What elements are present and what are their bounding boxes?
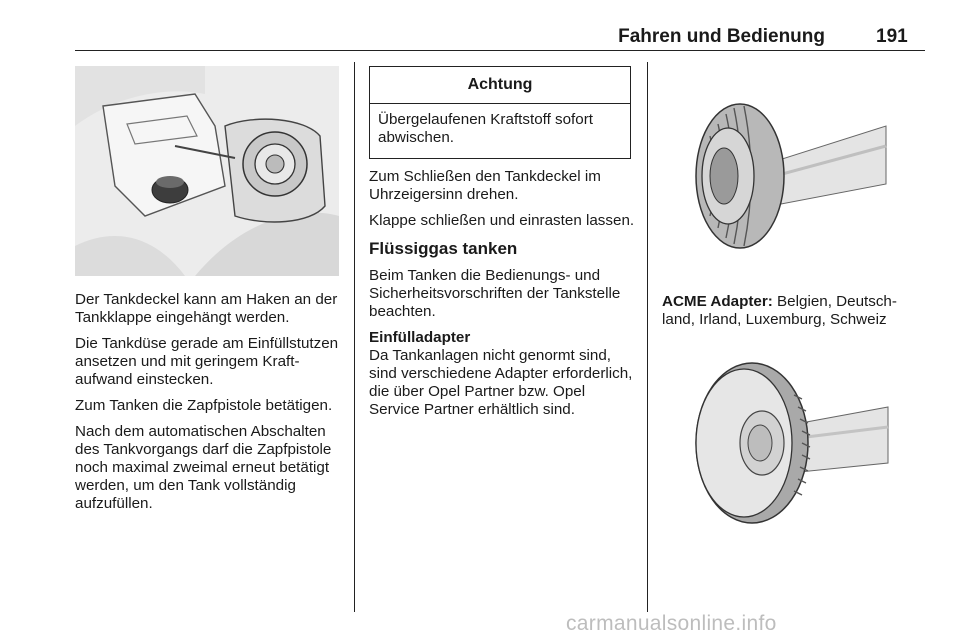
column-middle-text (369, 168, 637, 427)
warning-title: Achtung (370, 67, 630, 104)
paragraph: Zum Schließen den Tankdeckel im Uhrzeigersinn drehen. (369, 168, 601, 203)
column-divider-right (647, 62, 648, 612)
paragraph: Beim Tanken die Bedienungs- und Sicherheitsvorschriften der Tankstelle beachten. (369, 267, 621, 320)
page-header-title: Fahren und Bedienung (618, 26, 825, 47)
warning-text: Übergelaufenen Kraftstoff sofort abwischen. (378, 111, 594, 146)
header-rule (75, 50, 925, 51)
paragraph: Nach dem automatischen Abschalten des Tankvorgangs darf die Zapfpistole noch maximal zweimal erneut betätigt werden, um den Tank vollständig aufzufüllen. (75, 423, 332, 512)
acme-adapter-illustration (690, 96, 890, 256)
paragraph: Klappe schließen und einrasten lassen. (369, 212, 635, 229)
paragraph: Der Tankdeckel kann am Haken an der Tankklappe eingehängt werden. (75, 291, 338, 326)
adapter-caption (662, 293, 924, 329)
page-number: 191 (876, 26, 908, 47)
watermark-text: carmanualsonline.info (566, 612, 777, 635)
column-left-text (75, 291, 345, 521)
paragraph: Zum Tanken die Zapfpistole betätigen. (75, 397, 333, 414)
adapter-label: ACME Adapter: (662, 293, 773, 310)
knurled-adapter-illustration (690, 355, 890, 530)
section-heading: Flüssiggas tanken (369, 239, 518, 258)
fuel-flap-illustration (75, 66, 339, 276)
warning-box (369, 66, 631, 159)
column-divider-left (354, 62, 355, 612)
paragraph: Die Tankdüse gerade am Einfüllstutzen ansetzen und mit geringem Kraftaufwand einstecken. (75, 335, 339, 388)
adapter-countries: Belgien, Deutschland, Irland, Luxemburg, Schweiz (662, 293, 897, 328)
subheading: Einfülladapter (369, 329, 471, 346)
paragraph: Da Tankanlagen nicht genormt sind, sind verschiedene Adapter erforderlich, die über Opel Partner bzw. Opel Service Partner erhältlich sind. (369, 347, 633, 418)
column-right-text (662, 293, 924, 337)
